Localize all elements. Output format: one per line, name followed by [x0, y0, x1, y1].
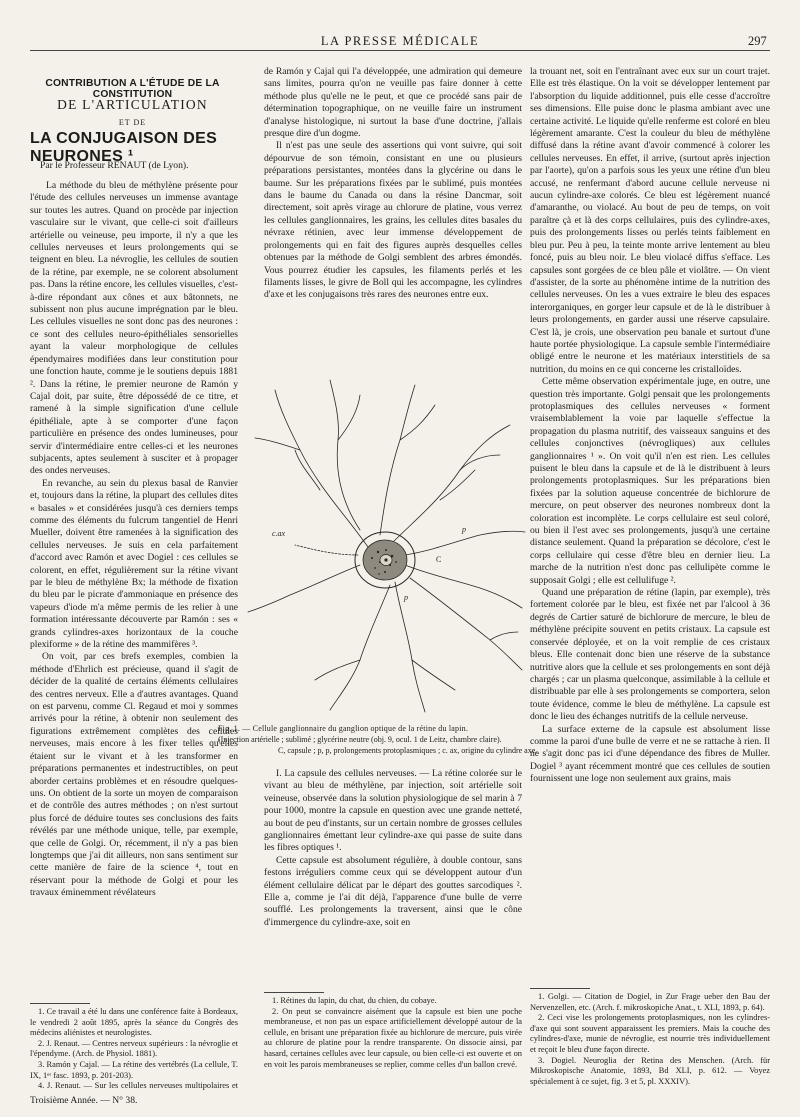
- running-header: LA PRESSE MÉDICALE: [320, 34, 480, 48]
- footnote: 4. J. Renaut. — Sur les cellules nerveuses multipolaires et: [38, 1081, 238, 1091]
- issue-signature: Troisième Année. — N° 38.: [30, 1095, 138, 1106]
- neuron-figure: [240, 350, 530, 720]
- header-rule: [30, 50, 770, 51]
- footnotes-right: [530, 992, 770, 1106]
- col1-paragraph: En revanche, au sein du plexus basal de Ranvier et, toujours dans la rétine, la plupart des cellules dites « basales » et considérées jusqu'à ces derniers temps comme des éléments du fulcrum tangentiel de Henri Mueller, doivent être ramenées à la signification des cellules nerveuses. Je suis en cela parfaitement d'accord avec Ramón et avec Dogiel : ces cellules se colorent, en effet, régulièrement sur la rétine vivant par le bleu de méthylène Bx; la méthode de fixation du bleu par le picrate d'ammoniaque en présence des vapeurs d'iode m'a même permis de les relier à une formation intéressante découverte par Ramón : ses « grands cylindres-axes horizontaux de la couche plexiforme » de la rétine des mammifères ³.: [30, 477, 238, 651]
- column-2-lower-text: [264, 768, 522, 978]
- column-2-top-text: [264, 66, 522, 346]
- footnote-rule-mid: [264, 992, 324, 993]
- col3-paragraph: la trouant net, soit en l'entraînant avec eux sur un court trajet. Elle est très élastique. On la voit se développer lentement par l'absorption du liquide additionnel, puis elle cesse d'accroître ses dimensions. Elle puise donc le plasma ambiant avec une certaine activité. Le liquide qu'elle renferme est coloré en bleu légèrement amarante. C'est la couleur du bleu de méthylène diffusé dans la rétine avant d'avoir commencé à colorer les cellules nerveuses. En effet, il arrive, (surtout après injection par l'aorte), qu'on a parfois sous les yeux une rétine d'un bleu accusé, ne renfermant d'abord aucune cellule nerveuse ni aucun cylindre-axe colorés. Ce bleu est légèrement nuancé d'amaranthe, ou violacé. Au bout de peu de temps, on voit paraître çà et là des corps cellulaires, puis des cylindre-axes, puis des prolongements lisses ou perlés teints faiblement en bleu pur. Peu à peu, la teinte monte arrive lentement au bleu foncé, puis au bleu noir. Le bleu violacé diffus s'efface. Les capsules sont gorgées de ce bleu pâle et violâtre. — On vient d'assister, de la sorte au phénomène intime de la nutrition des cellules nerveuses. On les a vues extraire le bleu des espaces interorganiques, en gorger leur capsule et de là le distribuer à leurs prolongements, en garder aussi une réserve capsulaire. C'est là, je crois, une observation peu banale et surtout d'une haute portée physiologique. La capsule semble l'intermédiaire obligé entre le neurone et les matériaux interstitiels de sa nutrition, du moins en ce qui concerne les cristalloïdes.: [530, 66, 770, 375]
- figure-label-p-lower: p: [404, 593, 408, 602]
- footnotes-left: [30, 1007, 238, 1093]
- column-3-text: [530, 66, 770, 916]
- figure-caption: [218, 723, 753, 756]
- col3-paragraph: La surface externe de la capsule est absolument lisse comme la paroi d'une bulle de verre et ne se rattache à rien. Il ne s'agit donc pas ici d'une dépendance des fibres de Muller. Dogiel ³ ayant récemment montré que ces cellules de soutien fournissent une loge non seulement aux grains, mais: [530, 723, 770, 785]
- article-title-line-3: LA CONJUGAISON DES NEURONES ¹: [30, 130, 218, 165]
- figure-label-p-upper: p: [462, 525, 466, 534]
- footnote: 1. Ce travail a été lu dans une conférence faite à Bordeaux, le vendredi 2 août 1895, après la séance du Congrès des médecins aliénistes et neurologistes.: [30, 1007, 238, 1038]
- footnote-rule-right: [530, 988, 590, 989]
- footnote: 1. Golgi. — Citation de Dogiel, in Zur Frage ueber den Bau der Nervenzellen, etc. (Arch. f. mikroskopiche Anat., t. XLI, 1893, p. 64).: [530, 992, 770, 1012]
- footnote-rule-left: [30, 1003, 90, 1004]
- col2-section-heading: I. La capsule des cellules nerveuses. — La rétine colorée sur le vivant au bleu de méthylène, par injection, soit artérielle soit veineuse, observée dans la solution physiologique de sel marin à 7 pour 1000, montre la capsule en question avec une grande netteté, au bout de peu d'instants, sur un certain nombre de grosses cellules ganglionnaires émettant leur cylindre-axe qui passe de suite dans les fibres optiques ¹.: [264, 768, 522, 854]
- article-author: Par le Professeur RENAUT (de Lyon).: [40, 160, 189, 171]
- footnote: 3. Ramón y Cajal. — La rétine des vertébrés (La cellule, T. IX, 1ᵉʳ fasc. 1893, p. 201-203).: [30, 1059, 238, 1080]
- figure-caption-line: (Injection artérielle ; sublimé ; glycérine neutre (obj. 9, ocul. 1 de Leitz, chambre claire).: [218, 735, 502, 744]
- col1-paragraph: On voit, par ces brefs exemples, combien la méthode d'Ehrlich est précieuse, quand il s'agit de décider de la qualité de certains éléments cellulaires des centres nerveux. Elle a d'autres avantages. Quand on est parvenu, comme Cl. Regaud et moi y sommes arrivés pour la rétine, à obtenir non seulement des figurations extrêmement complètes des cellules nerveuses, mais encore à les fixer telles qu'elles étaient sur le vivant et à les transformer en préparations permanentes et indestructibles, on peut aborder certains problèmes et en résoudre quelques-uns. On obtient de la sorte un moyen de comparaison et de contrôle des autres méthodes ; on n'est surtout plus forcé de déduire toutes ses conclusions des faits révélés par une méthode unique, telle, par exemple, que celle de Golgi. Or, récemment, il n'y a pas bien longtemps que j'ai dit ailleurs, non sans sentiment sur cette manière de faire de la science ⁴, tout en réservant pour la méthode de Golgi et pour les travaux éminemment révélateurs: [30, 651, 238, 899]
- figure-label-cax: c.ax: [272, 529, 286, 538]
- footnote: 2. J. Renaut. — Centres nerveux supérieurs : la névroglie et l'épendyme. (Arch. de Physiol. 1881).: [30, 1038, 238, 1059]
- figure-caption-line: C, capsule ; p, p, prolongements protoplasmiques ; c. ax, origine du cylindre axe.: [278, 746, 538, 755]
- column-1-text: [30, 180, 238, 950]
- figure-caption-line: Fig. 1. — Cellule ganglionnaire du ganglion optique de la rétine du lapin.: [218, 724, 469, 733]
- col1-paragraph: La méthode du bleu de méthylène présente pour l'étude des cellules nerveuses un immense avantage sur toutes les autres. Quand on procède par injection vasculaire sur le vivant, que celle-ci soit d'ailleurs artérielle ou veineuse, peu importe, il n'y a que les cellules nerveuses et leurs prolongements qui se teignent en bleu. La névroglie, les cellules de soutien de la rétine, par exemple, ne se colorent absolument pas. Dans la rétine encore, les cellules visuelles, c'est-à-dire répondant aux cônes et aux bâtonnets, ne subissent non plus aucune imprégnation par le bleu. Les cellules visuelles ne sont donc pas des neurones : ce sont des cellules neuro-épithéliales sensorielles ayant la valeur morphologique de cellules épendymaires modifiées dans leur constitution pour une fonction haute, comme je le soutiens depuis 1881 ². Dans la rétine, le premier neurone de Ramón y Cajal doit, par suite, être dépossédé de ce titre, et ramené à la simple signification d'une cellule épithéliale, apte à se comporter d'une façon particulière en présence des ondes lumineuses, pour servir d'intermédiaire entre celles-ci et les neurones subjacents, aptes seulement à susciter et à propager des ondes nerveuses.: [30, 180, 238, 477]
- col3-paragraph: Quand une préparation de rétine (lapin, par exemple), très fortement colorée par le bleu, est fixée net par l'alcool à 36 degrés de Cartier saturé de bichlorure de mercure, le bleu de méthylène précipite souvent en petits cristaux. La capsule est conservée déployée, et on la voit remplie de ces cristaux bleus. Elle contenait donc bien une réserve de la substance nutritive alors que la cellule et ses prolongements en sont déjà chargés ; car un plasma quelconque, assimilable à la cellule et distribuable par elle à ses prolongements se comportera, selon toute évidence, comme le bleu de méthylène. La capsule est donc le lieu des échanges nutritifs de la cellule nerveuse.: [530, 587, 770, 723]
- article-title-et: ET DE: [118, 118, 147, 127]
- col3-paragraph: Cette même observation expérimentale juge, en outre, une question très importante. Golgi pensait que les prolongements protoplasmiques des cellules nerveuses « forment vraisemblablement la voie par laquelle s'effectue la propagation du plasma nutritif, des vaisseaux sanguins et des cellules conjonctives (névrogliques) aux cellules ganglionnaires ¹ ». On voit qu'il n'en est rien. Les cellules puisent le bleu dans la capsule et de là le distribuent à leurs prolongements protoplasmiques. Sur les préparations bien fixées par la solution aqueuse concentrée de bichlorure de mercure, on peut observer des neurones nombreux dont la coloration est incomplète. Le corps cellulaire est seul coloré, ou bien il l'est avec ses prolongements, jusqu'à une certaine distance seulement. Quand la préparation se décolore, c'est le corps cellulaire qui cesse d'être bleu en dernier lieu. La marche de la nutrition n'est donc pas cellulipète comme le supposait Golgi ; elle est cellulifuge ².: [530, 376, 770, 586]
- footnote: 2. Ceci vise les prolongements protoplasmiques, non les cylindres-d'axe qui sont souvent apparaissent les premiers. Mais la couche des cylindres-d'axe, munie de névroglie, est nourrie très individuellement et reçoit le bleu d'une façon directe.: [530, 1013, 770, 1054]
- col2-paragraph: de Ramón y Cajal qui l'a développée, une admiration qui demeure sans limites, pourra qu'on ne veuille pas faire donner à cette méthode plus qu'elle ne le peut, et que ce procédé sans pair de détermination topographique, on ne veuille faire un instrument d'analyse histologique, ni surtout la base d'une doctrine, j'allais presque dire d'un dogme.: [264, 66, 522, 140]
- footnote: 1. Rétines du lapin, du chat, du chien, du cobaye.: [272, 996, 437, 1005]
- page-number: 297: [748, 34, 767, 48]
- article-title-line-2: DE L'ARTICULATION: [57, 97, 208, 112]
- col2-paragraph: Cette capsule est absolument régulière, à double contour, sans festons irréguliers comme ceux qui se développent autour d'un élément cellulaire délicat par le départ des gouttes sarcodiques ². Elle a, comme je l'ai dit déjà, l'apparence d'une bulle de verre soufflé. Les prolongements la traversent, ainsi que le cône d'immergence du cylindre-axe, soit en: [264, 854, 522, 928]
- footnote: 3. Dogiel. Neuroglia der Retina des Menschen. (Arch. für Mikroskopische Anatomie, 1893, Bd XLI, p. 612. — Voyez spécialement à ce sujet, fig. 3 et 5, pl. XXXIV).: [530, 1055, 770, 1086]
- figure-label-capsule: C: [436, 555, 442, 564]
- article-title-line-1: CONTRIBUTION A L'ÉTUDE DE LA CONSTITUTION: [45, 78, 220, 100]
- footnotes-middle: [264, 996, 522, 1106]
- footnote: 2. On peut se convaincre aisément que la capsule est bien une poche membraneuse, et non pas un espace artificiellement développé autour de la cellule, en brisant une préparation fixée au bichlorure de mercure, puis virée au chlorure de platine pour la rendre transparente. On dissocie ainsi, par hasard, certaines cellules avec leur capsule, ou bien celle-ci est ouverte et on en voit les parois membraneuses se replier, comme celles d'un ballon crevé.: [264, 1006, 522, 1069]
- col2-paragraph: Il n'est pas une seule des assertions qui vont suivre, qui soit dépourvue de son témoin, consistant en une ou plusieurs préparations persistantes, montées dans la glycérine ou dans le baume. Sur les préparations fixées par le sublimé, puis montées dans le baume du Canada ou dans la résine Dancmar, soit directement, soit après virage au chlorure de platine, vous verrez les cellules ganglionnaires, les grains, les cellules dites basales du névraxe rétinien, avec leur immense développement de prolongements qui en fait des figures auprès desquelles celles obtenues par la méthode de Golgi semblent des arbres émondés. Vous pourrez étudier les capsules, les filaments perlés et les filaments lisses, le givre de Boll qui les accompagne, les cylindres d'axe et les conjugaisons très rares des neurones entre eux.: [264, 140, 522, 301]
